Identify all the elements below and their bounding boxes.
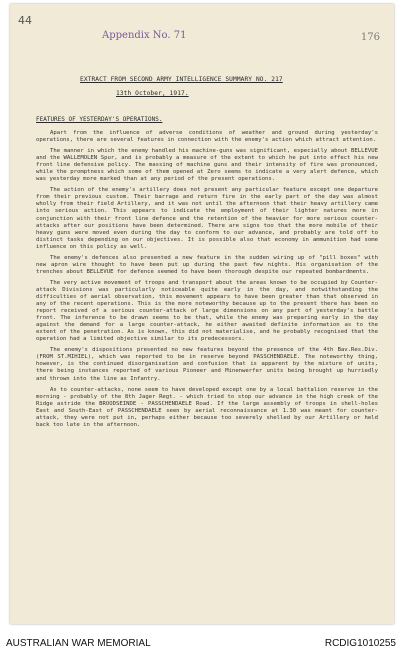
page-number: 176 [360,32,380,43]
document-date [116,90,394,97]
archive-footer [0,628,402,654]
appendix-mark: Appendix No. 71 [102,30,187,41]
paragraph: The enemy's defences also presented a new feature in the sudden wiring up of "pill boxes" with new apron wire thought to have been put up during the past few nights. His organisation of the trenches about BELLEVUE for defence seemed to have been thorough despite our repeated bombardments. [36,254,378,275]
document-title-text: EXTRACT FROM SECOND ARMY INTELLIGENCE SUMMARY NO. 217 [80,76,283,83]
paragraph: The manner in which the enemy handled his machine-guns was significant, especially about BELLEVUE and the WALLEMOLEN Spur, and is probably a measure of the extent to which he put into effect his new front line defensive policy. The massing of machine guns and their intensity of fire was pronounced, while the promptness which some of them opened at Zero seems to indicate a very alert defence, which was yesterday more marked than at any period of the present operations. [36,148,378,183]
section-heading: FEATURES OF YESTERDAY'S OPERATIONS. [36,116,163,123]
paragraph: The enemy's dispositions presented no new features beyond the presence of the 4th Bav.Res.Div. (FROM ST.MIHIEL), which was reported to be in reserve beyond PASSCHENDAELE. The noteworthy thing, however, is the continued disorganisation and confusion that is apparent by the mixture of units, there being instances reported of various Pioneer and Minenwerfer units being brought up hurriedly and thrown into the line as Infantry. [36,347,378,382]
document-page [10,4,394,624]
paragraph: The very active movement of troops and transport about the areas known to be occupied by Counter-attack Divisions was particularly noticeable quite early in the day, and notwithstanding the difficulties of aerial observation, this movement appears to have been greater than that observed in any of the recent operations. This is the more noteworthy because up to the present there has been no report received of a serious counter-attack of large dimensions on any part of yesterday's battle front. The inference to be drawn seems to be that, while the enemy was preparing early in the day against the demand for a large counter-attack, he either awaited definite information as to the extent of the penetration. As is known, this did not materialise, and he probably recognised that the operation had a limited objective similar to its predecessors. [36,279,378,343]
body-text [36,130,378,433]
corner-number: 44 [18,14,32,27]
paragraph: As to counter-attacks, none seem to have developed except one by a local battalion reserve in the morning - probably of the 8th Jager Regt. - which tried to stop our advance in the high creek of the Ridge astride the BROODSEINDE - PASSCHENDAELE Road. If the large assembly of troops in shell-holes East and South-East of PASSCHENDAELE seen by aerial reconnaissance at 1.30 was meant for counter-attack, they were not put in, perhaps either because too severely shelled by our Artillery or held back too late in the afternoon. [36,386,378,428]
paragraph: The action of the enemy's artillery does not present any particular feature except one departure from their previous custom. Their barrage and return fire in the early part of the day was almost wholly from their field Artillery, and it was not until the afternoon that their heavy artillery came into serious action. This appears to indicate the employment of their lighter natures more in conjunction with their front line defence and the retention of the heavier for more serious counter-attacks after our positions have been determined. There are signs too that the more mobile of their heavy guns were moved even during the day to conform to our advance, and probably are told off to distinct tasks depending on our objectives. It is possible also that economy in ammunition had some influence on this policy as well. [36,187,378,250]
document-date-text: 13th October, 1917. [116,90,189,97]
archive-reference: RCDIG1010255 [324,638,396,649]
document-title [80,76,394,83]
archive-name: AUSTRALIAN WAR MEMORIAL [6,638,151,649]
paragraph: Apart from the influence of adverse conditions of weather and ground during yesterday's operations, there are several features in connection with the enemy's action which attract attention. [36,130,378,144]
